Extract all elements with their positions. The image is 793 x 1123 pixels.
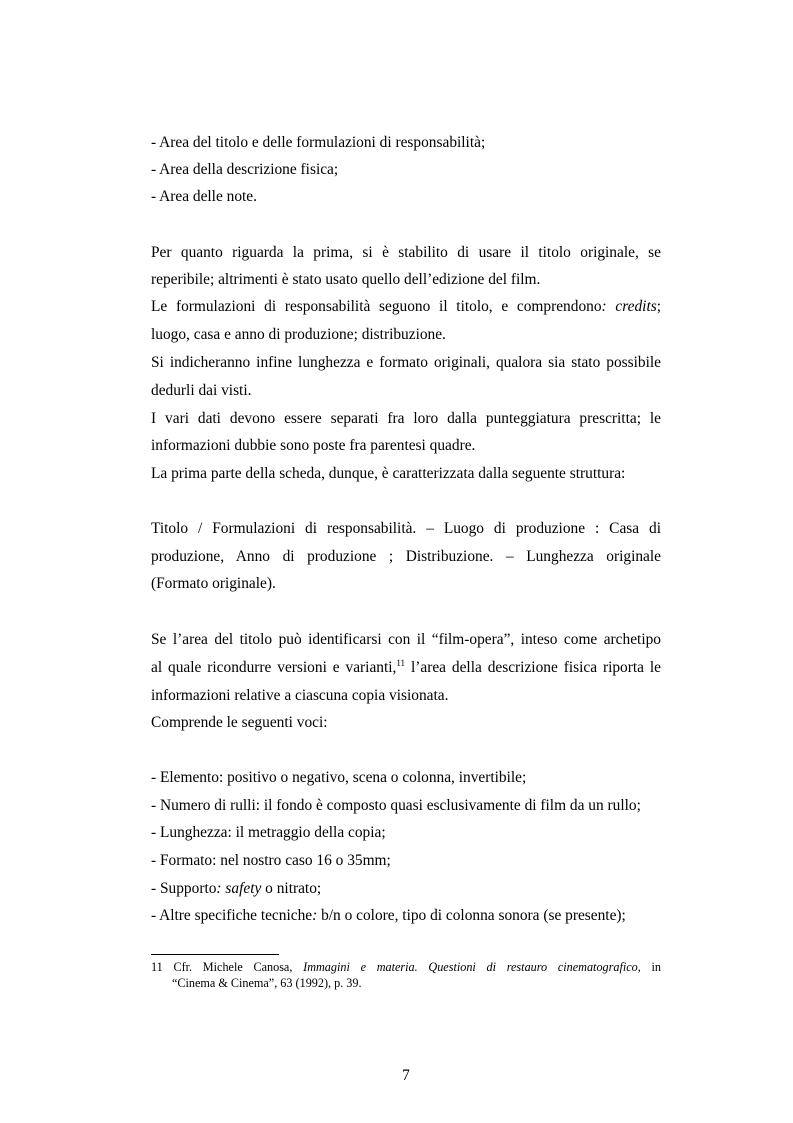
text-span: o nitrato; [261,880,322,897]
text-span: - Supporto [151,880,217,897]
footnote-line: “Cinema & Cinema”, 63 (1992), p. 39. [172,976,362,990]
text-span: al quale ricondurre versioni e varianti, [151,659,397,676]
paragraph-line: Se l’area del titolo può identificarsi con il “film-opera”, inteso come archetipo [151,631,661,648]
footnote-italic-title: Immagini e materia. Questioni di restauro cinematografico [303,960,638,974]
list-item [151,879,321,899]
text-span: : [312,907,318,924]
structure-line: produzione, Anno di produzione ; Distribuzione. – Lunghezza originale [151,548,661,565]
text-span: , in [637,960,662,974]
structure-line: (Formato originale). [151,575,276,592]
italic-term: safety [225,880,262,897]
list-item: - Numero di rulli: il fondo è composto quasi esclusivamente di film da un rullo; [151,797,641,814]
text-span: Le formulazioni di responsabilità seguono il titolo, e comprendono [151,298,602,315]
document-page [151,0,661,1123]
paragraph-line [151,297,661,317]
paragraph-line: Per quanto riguarda la prima, si è stabilito di usare il titolo originale, se [151,244,661,261]
paragraph-line: reperibile; altrimenti è stato usato quello dell’edizione del film. [151,271,541,288]
text-span: 11 Cfr. Michele Canosa, [151,960,293,974]
footnote-reference: 11 [396,658,406,668]
text-span: ; [656,298,661,315]
paragraph-line [151,658,661,678]
text-span: - Altre specifiche tecniche [151,907,313,924]
page-number: 7 [402,1067,410,1084]
paragraph-line: informazioni dubbie sono poste fra parentesi quadre. [151,437,476,454]
list-item: - Area delle note. [151,188,257,205]
footnote-line [151,959,661,975]
text-span: : [216,880,222,897]
text-span: : [601,298,607,315]
list-item: - Elemento: positivo o negativo, scena o colonna, invertibile; [151,769,527,786]
list-item [151,906,626,926]
text-span: l’area della descrizione fisica riporta le [405,659,661,676]
text-span: b/n o colore, tipo di colonna sonora (se presente); [317,907,626,924]
paragraph-line: luogo, casa e anno di produzione; distribuzione. [151,326,446,343]
list-item: - Area del titolo e delle formulazioni di responsabilità; [151,134,486,151]
paragraph-line: informazioni relative a ciascuna copia visionata. [151,687,449,704]
list-item: - Formato: nel nostro caso 16 o 35mm; [151,852,391,869]
structure-line: Titolo / Formulazioni di responsabilità. – Luogo di produzione : Casa di [151,520,661,537]
paragraph-line: I vari dati devono essere separati fra loro dalla punteggiatura prescritta; le [151,410,661,427]
list-item: - Area della descrizione fisica; [151,161,339,178]
paragraph-line: La prima parte della scheda, dunque, è caratterizzata dalla seguente struttura: [151,465,626,482]
list-item: - Lunghezza: il metraggio della copia; [151,824,386,841]
paragraph-line: Comprende le seguenti voci: [151,714,328,731]
italic-term: credits [615,298,657,315]
footnote-separator [151,954,279,955]
paragraph-line: Si indicheranno infine lunghezza e formato originali, qualora sia stato possibile [151,354,661,371]
paragraph-line: dedurli dai visti. [151,382,252,399]
